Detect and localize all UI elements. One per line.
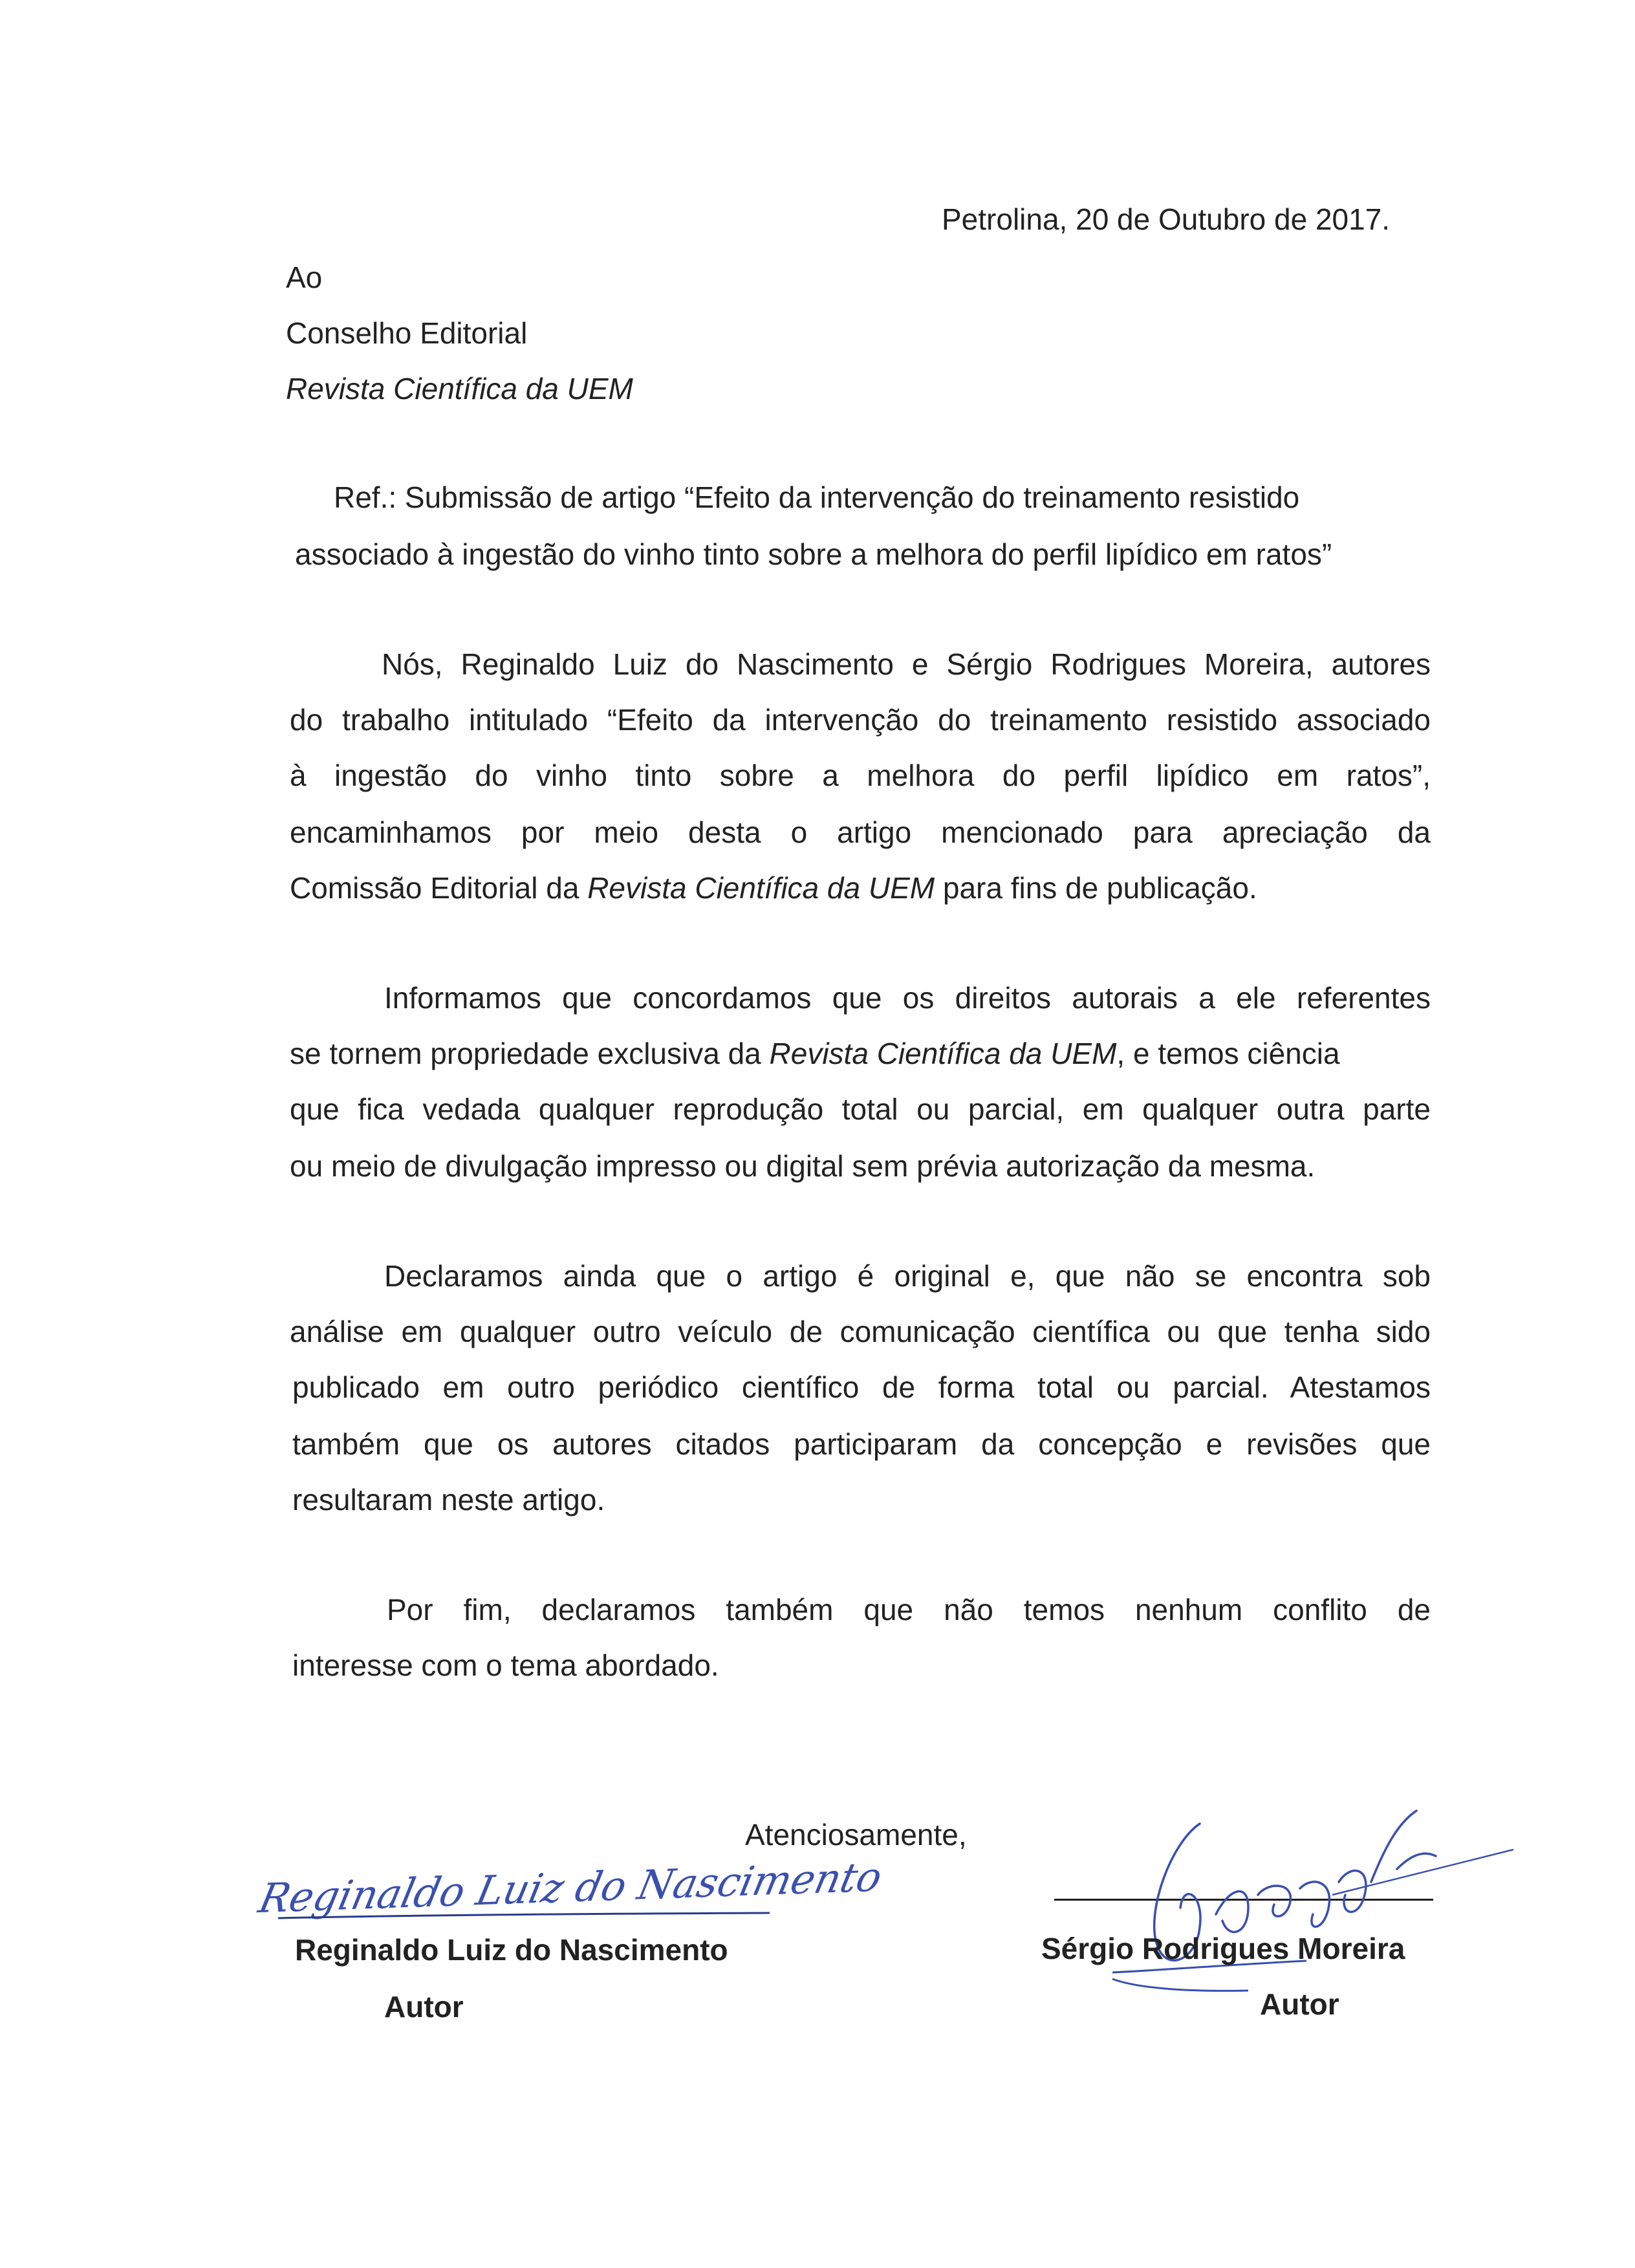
p1-line5-end: para fins de publicação. (935, 871, 1257, 905)
p2-journal-name: Revista Científica da UEM (769, 1037, 1117, 1070)
recipient-journal: Revista Científica da UEM (286, 372, 633, 405)
reference-line-1: Ref.: Submissão de artigo “Efeito da intervenção do treinamento resistido (334, 481, 1300, 514)
paragraph-2-line-1: Informamos que concordamos que os direitos autorais a ele referentes (384, 981, 1431, 1015)
paragraph-3-line-1: Declaramos ainda que o artigo é original e, que não se encontra sob (384, 1259, 1431, 1293)
paragraph-1-line-3: à ingestão do vinho tinto sobre a melhora do perfil lipídico em ratos”, (290, 759, 1431, 792)
paragraph-3-line-2: análise em qualquer outro veículo de comunicação científica ou que tenha sido (290, 1315, 1431, 1348)
paragraph-2-line-2 (290, 1039, 1340, 1068)
p2-line2-start: se tornem propriedade exclusiva da (290, 1037, 770, 1070)
signatory-1-name: Reginaldo Luiz do Nascimento (295, 1933, 728, 1967)
paragraph-1-line-5 (290, 873, 1257, 903)
p1-journal-name: Revista Científica da UEM (587, 871, 935, 905)
closing: Atenciosamente, (745, 1818, 967, 1852)
signatory-1-role: Autor (384, 1990, 464, 2024)
recipient-council: Conselho Editorial (286, 316, 528, 350)
reference-line-2: associado à ingestão do vinho tinto sobre a melhora do perfil lipídico em ratos” (295, 537, 1332, 571)
paragraph-1-line-1: Nós, Reginaldo Luiz do Nascimento e Sérgio Rodrigues Moreira, autores (382, 647, 1431, 681)
paragraph-2-line-4: ou meio de divulgação impresso ou digital sem prévia autorização da mesma. (290, 1149, 1316, 1183)
paragraph-2-line-3: que fica vedada qualquer reprodução total ou parcial, em qualquer outra parte (290, 1092, 1431, 1126)
recipient-salutation: Ao (286, 261, 323, 294)
p1-line5-start: Comissão Editorial da (290, 871, 588, 905)
signatory-2-name: Sérgio Rodrigues Moreira (1041, 1932, 1405, 1965)
signature-reginaldo-text: Reginaldo Luiz do Nascimento (254, 1853, 887, 1922)
signature-reginaldo (254, 1842, 887, 1926)
paragraph-1-line-2: do trabalho intitulado “Efeito da intervenção do treinamento resistido associado (290, 703, 1431, 737)
paragraph-1-line-4: encaminhamos por meio desta o artigo mencionado para apreciação da (290, 815, 1431, 849)
p2-line2-end: , e temos ciência (1116, 1037, 1340, 1070)
paragraph-3-line-4: também que os autores citados participaram da concepção e revisões que (292, 1427, 1431, 1461)
paragraph-3-line-3: publicado em outro periódico científico de forma total ou parcial. Atestamos (292, 1370, 1431, 1404)
place-date: Petrolina, 20 de Outubro de 2017. (942, 202, 1391, 236)
paragraph-4-line-1: Por fim, declaramos também que não temos nenhum conflito de (387, 1593, 1431, 1626)
paragraph-3-line-5: resultaram neste artigo. (292, 1483, 605, 1517)
paragraph-4-line-2: interesse com o tema abordado. (292, 1648, 719, 1682)
signatory-2-role: Autor (1260, 1987, 1339, 2021)
